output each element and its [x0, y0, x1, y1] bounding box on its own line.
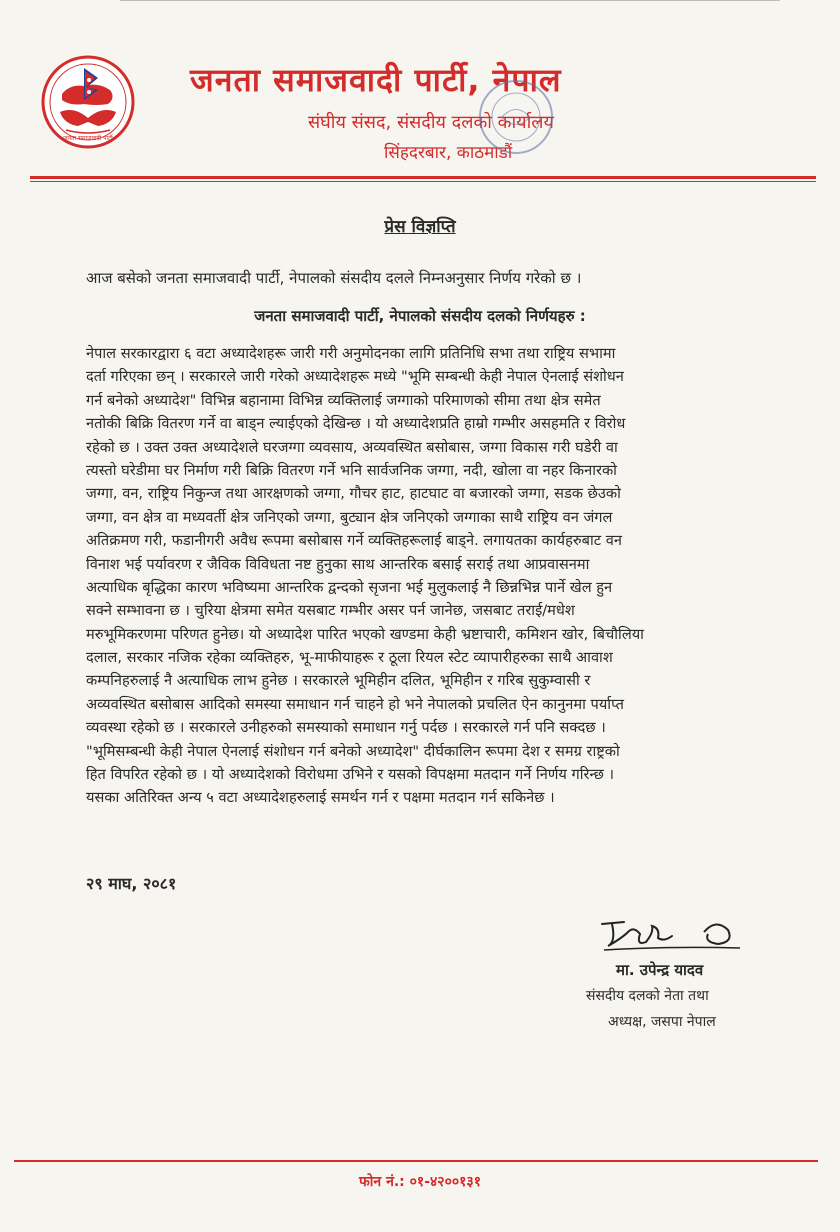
header-rule	[30, 176, 816, 179]
body-line: अत्याधिक बृद्धिका कारण भविष्यमा आन्तरिक द्वन्दको सृजना भई मुलुकलाई नै छिन्नभिन्न पार्ने खेल हुन	[86, 578, 613, 596]
release-date: २९ माघ, २०८१	[86, 874, 177, 893]
body-line: त्यस्तो घरेडीमा घर निर्माण गरी बिक्रि वितरण गर्ने भनि सार्वजनिक जग्गा, नदी, खोला वा नहर किनारको	[86, 461, 617, 479]
party-logo	[40, 54, 136, 150]
body-line: गर्न बनेको अध्यादेश" विभिन्न बहानामा विभिन्न व्यक्तिलाई जग्गाको परिमाणको सीमा तथा क्षेत्र समेत	[86, 391, 601, 409]
body-line: सक्ने सम्भावना छ । चुरिया क्षेत्रमा समेत यसबाट गम्भीर असर पर्न जानेछ, जसबाट तराई/मधेश	[86, 602, 575, 620]
press-release-title: प्रेस विज्ञप्ति	[384, 217, 456, 237]
body-line: जग्गा, वन क्षेत्र वा मध्यवर्ती क्षेत्र जनिएको जग्गा, बुट्यान क्षेत्र जनिएको जग्गाका साथै राष्ट्रिय वन जंगल	[86, 508, 613, 526]
body-line: अव्यवस्थित बसोबास आदिको समस्या समाधान गर्न चाहने हो भने नेपालको प्रचलित ऐन कानुनमा पर्याप्त	[86, 695, 624, 713]
body-line: नतोकी बिक्रि वितरण गर्ने वा बाड्न ल्याईएको देखिन्छ । यो अध्यादेशप्रति हाम्रो गम्भीर असहमति र विरोध	[86, 415, 626, 433]
footer-phone: फोन नं.: ०१-४२००१३१	[359, 1174, 481, 1190]
handwritten-signature	[594, 912, 744, 956]
body-line: हित विपरित रहेको छ । यो अध्यादेशको विरोधमा उभिने र यसको विपक्षमा मतदान गर्ने निर्णय गरिन्छ ।	[86, 766, 615, 784]
body-line: दलाल, सरकार नजिक रहेका व्यक्तिहरु, भू-माफीयाहरू र ठूला रियल स्टेट व्यापारीहरुका साथै आवाश	[86, 649, 613, 667]
intro-text: आज बसेको जनता समाजवादी पार्टी, नेपालको संसदीय दलले निम्नअनुसार निर्णय गरेको छ ।	[86, 269, 582, 287]
signer-title: संसदीय दलको नेता तथा	[586, 988, 709, 1004]
decisions-heading: जनता समाजवादी पार्टी, नेपालको संसदीय दलको निर्णयहरु :	[254, 307, 586, 325]
body-line: मरुभूमिकरणमा परिणत हुनेछ। यो अध्यादेश पारित भएको खण्डमा केही भ्रष्टाचारी, कमिशन खोर, बिचौलिया	[86, 625, 644, 643]
logo-caption: जनता समाजवादी पार्टी	[63, 135, 113, 142]
office-name: संघीय संसद, संसदीय दलको कार्यालय	[308, 112, 554, 133]
body-line: व्यवस्था रहेको छ । सरकारले उनीहरुको समस्याको समाधान गर्नु पर्दछ । सरकारले गर्न पनि सक्दछ ।	[86, 719, 606, 737]
body-line: कम्पनिहरुलाई नै अत्याधिक लाभ हुनेछ । सरकारले भूमिहीन दलित, भूमिहीन र गरिब सुकुम्वासी र	[86, 672, 591, 690]
header-rule-thin	[30, 181, 816, 182]
body-line: रहेको छ । उक्त उक्त अध्यादेशले घरजग्गा व्यवसाय, अव्यवस्थित बसोबास, जग्गा विकास गरी घडेरी वा	[86, 438, 618, 456]
office-stamp	[466, 72, 566, 162]
body-line: अतिक्रमण गरी, फडानीगरी अवैध रूपमा बसोबास गर्ने व्यक्तिहरूलाई बाड्ने. लगायतका कार्यहरुबाट वन	[86, 532, 622, 550]
body-line: विनाश भई पर्यावरण र जैविक विविधता नष्ट हुनुका साथ आन्तरिक बसाई सराई तथा आप्रवासनमा	[86, 555, 590, 573]
body-line: जग्गा, वन, राष्ट्रिय निकुन्ज तथा आरक्षणको जग्गा, गौचर हाट, हाटघाट वा बजारको जग्गा, सडक छेउको	[86, 485, 621, 503]
office-address: सिंहदरबार, काठमाडौं	[384, 143, 513, 163]
footer-rule	[14, 1160, 818, 1162]
signer-name: मा. उपेन्द्र यादव	[616, 961, 704, 979]
body-line: "भूमिसम्बन्धी केही नेपाल ऐनलाई संशोधन गर्न बनेको अध्यादेश" दीर्घकालिन रूपमा देश र समग्र राष्ट्रको	[86, 742, 620, 760]
body-line: यसका अतिरिक्त अन्य ५ वटा अध्यादेशहरुलाई समर्थन गर्न र पक्षमा मतदान गर्न सकिनेछ ।	[86, 789, 555, 807]
signer-title-secondary: अध्यक्ष, जसपा नेपाल	[608, 1014, 716, 1030]
page-top-edge	[120, 0, 780, 5]
decision-paragraph	[86, 342, 756, 810]
body-line: दर्ता गरिएका छन् । सरकारले जारी गरेको अध्यादेशहरू मध्ये "भूमि सम्बन्धी केही नेपाल ऐनलाई संशोधन	[86, 368, 624, 386]
body-line: नेपाल सरकारद्वारा ६ वटा अध्यादेशहरू जारी गरी अनुमोदनका लागि प्रतिनिधि सभा तथा राष्ट्रिय सभामा	[86, 345, 616, 362]
party-name: जनता समाजवादी पार्टी, नेपाल	[190, 61, 562, 99]
